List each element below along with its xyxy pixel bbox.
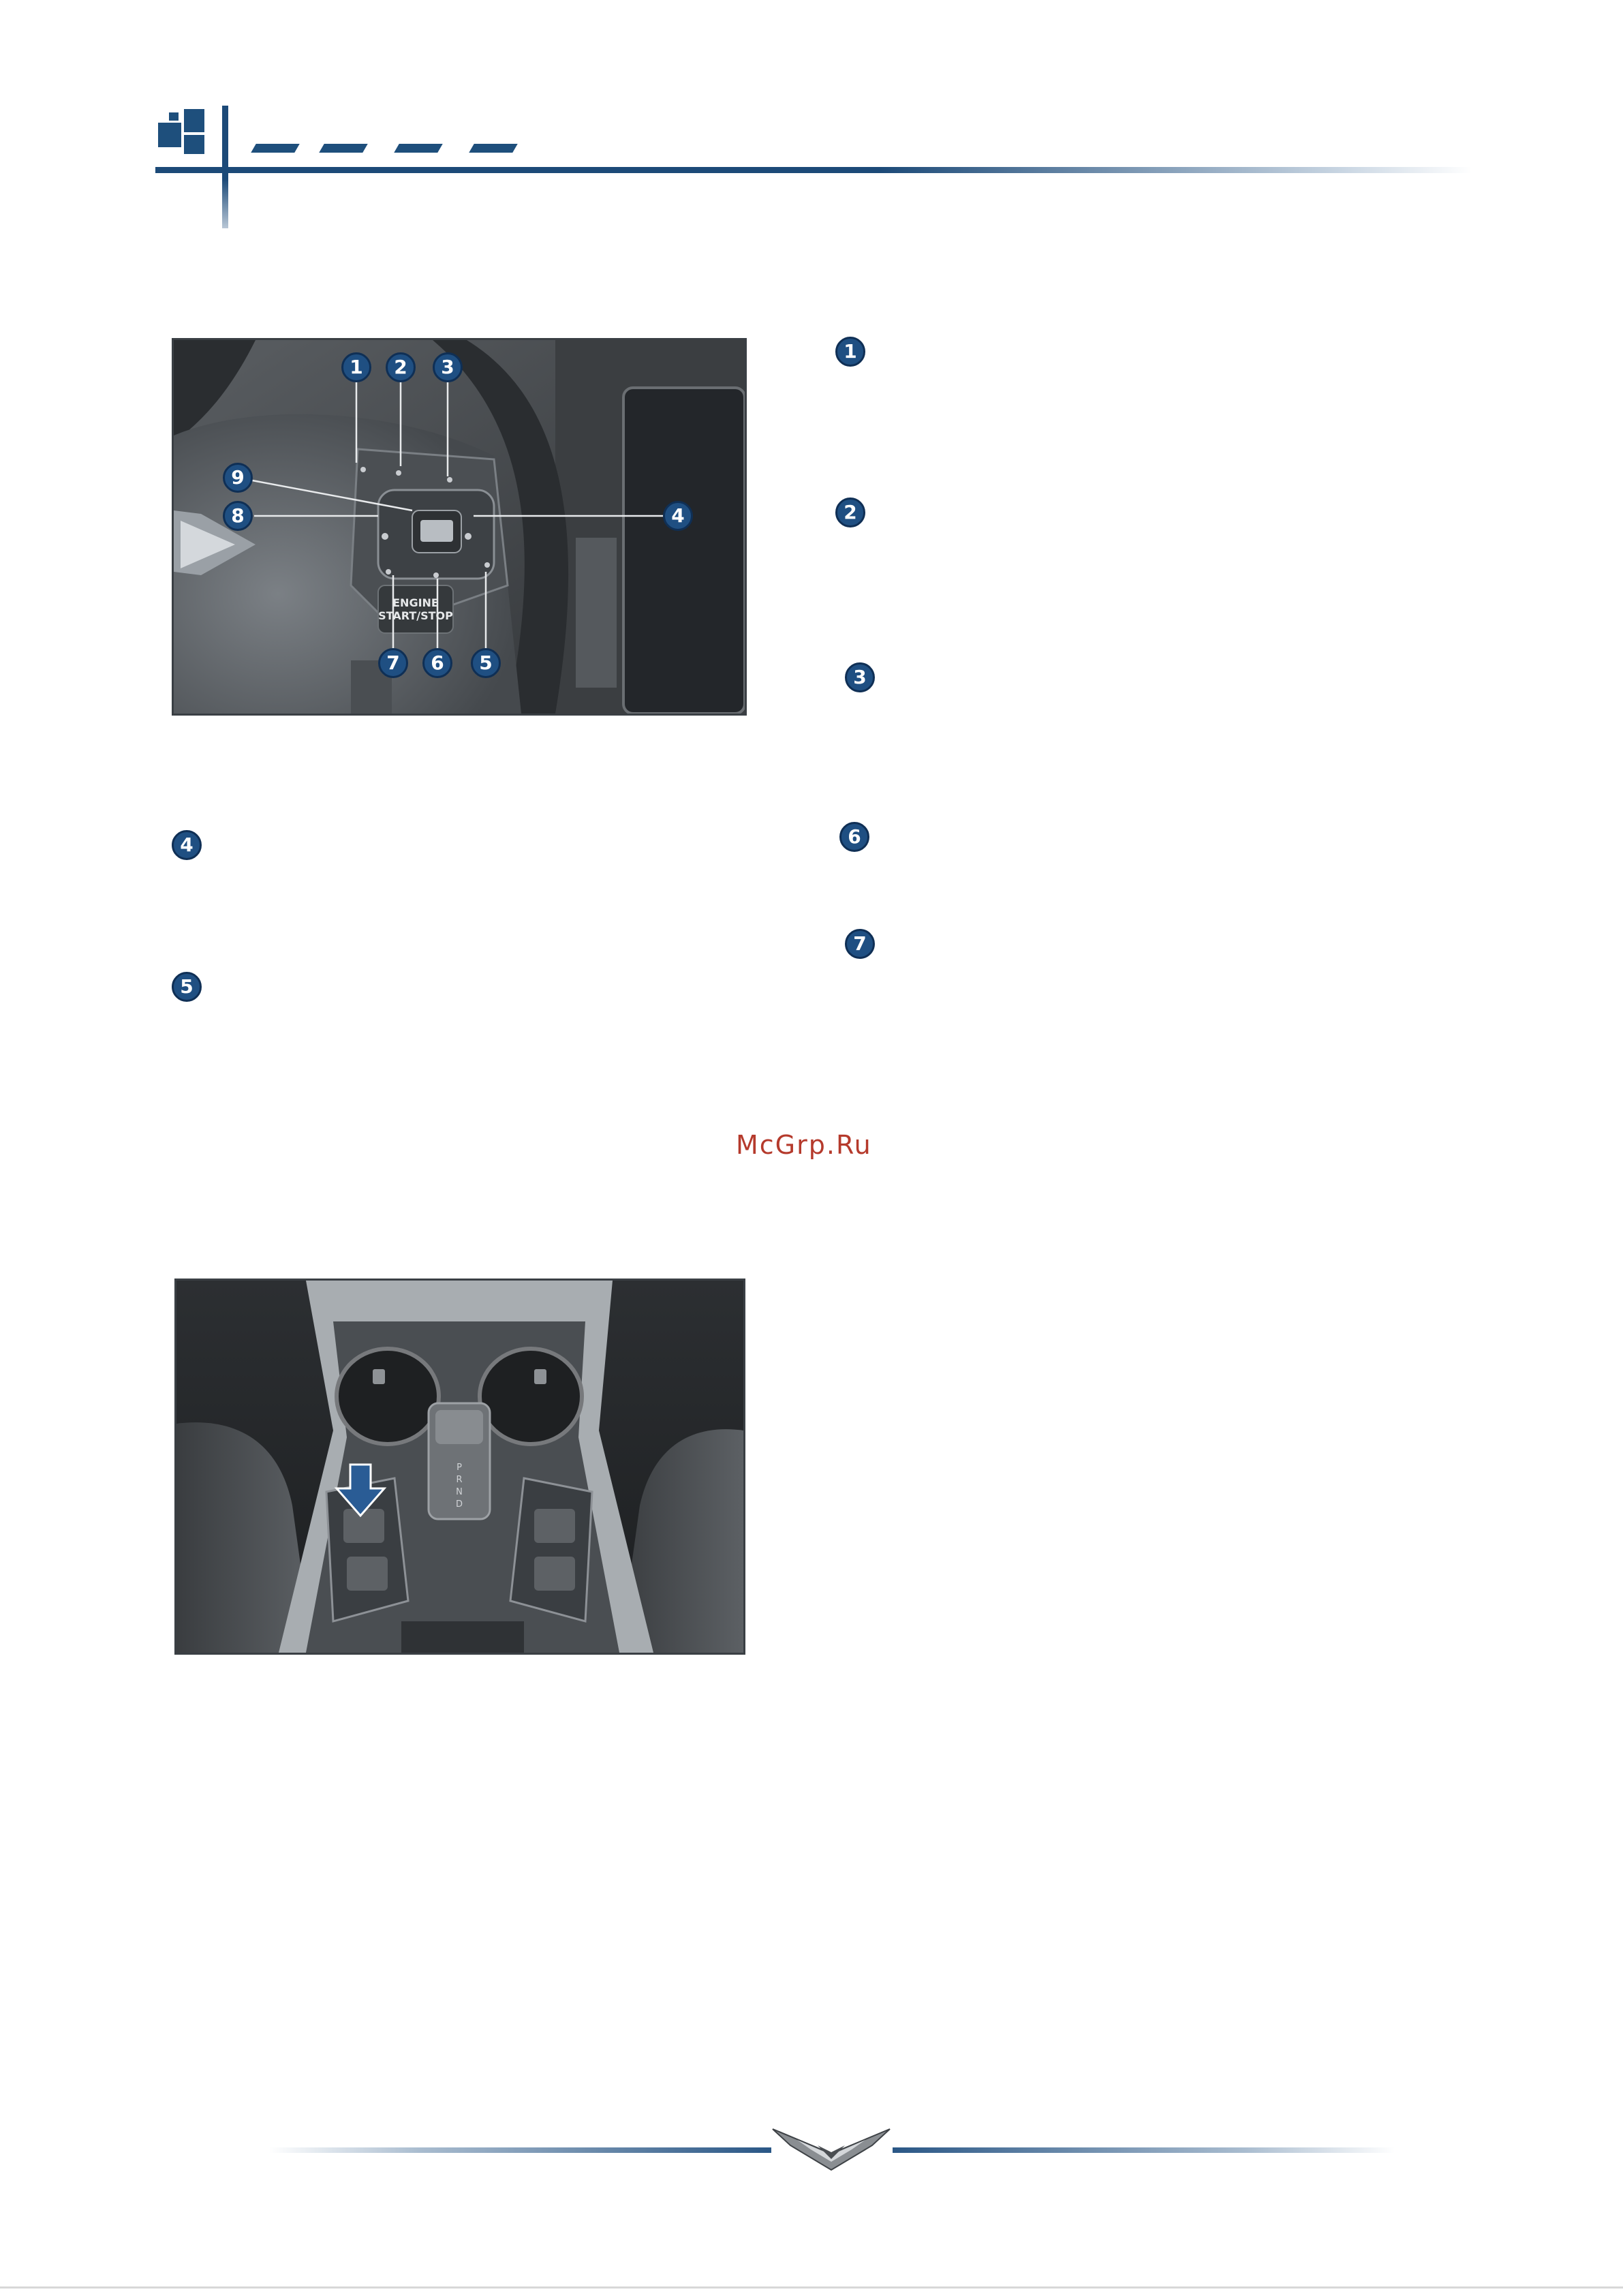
header-vertical-rule	[222, 106, 228, 228]
footer-rule-right	[893, 2147, 1395, 2153]
header-dash	[469, 144, 518, 153]
callout-badge-1: 1	[341, 352, 371, 382]
footer-rule-left	[269, 2147, 771, 2153]
header-dash	[319, 144, 368, 153]
engine-button-line2: START/STOP	[378, 609, 453, 622]
header-dash	[394, 144, 443, 153]
gear-letter-r: R	[456, 1475, 463, 1485]
gear-letter-d: D	[455, 1499, 463, 1510]
center-console-illustration	[176, 1281, 743, 1653]
engine-button-line1: ENGINE	[392, 596, 439, 609]
callout-badge-8: 8	[223, 501, 253, 531]
center-console-figure	[174, 1279, 745, 1655]
legend-marker-5: 5	[172, 972, 202, 1002]
legend-marker-7: 7	[845, 929, 875, 959]
steering-wheel-figure	[172, 338, 747, 716]
header-square	[158, 123, 181, 147]
page-bottom-rule	[0, 2286, 1623, 2289]
header-square	[184, 135, 204, 154]
callout-badge-6: 6	[422, 648, 452, 678]
legend-marker-4: 4	[172, 830, 202, 860]
header-square	[184, 109, 204, 132]
legend-marker-1: 1	[835, 337, 865, 367]
legend-marker-3: 3	[845, 662, 875, 692]
gear-letter-p: P	[457, 1463, 462, 1473]
watermark: McGrp.Ru	[736, 1130, 872, 1160]
header-rule	[155, 167, 1472, 173]
callout-badge-7: 7	[378, 648, 408, 678]
callout-badge-5: 5	[471, 648, 501, 678]
steering-wheel-illustration	[174, 340, 745, 714]
header-square	[169, 112, 179, 121]
brand-emblem	[770, 2125, 893, 2173]
callout-badge-9: 9	[223, 463, 253, 493]
legend-marker-2: 2	[835, 498, 865, 527]
header-dash	[251, 144, 300, 153]
callout-badge-4: 4	[663, 501, 693, 531]
callout-badge-3: 3	[433, 352, 463, 382]
gear-letter-n: N	[456, 1487, 463, 1497]
legend-marker-6: 6	[839, 822, 869, 852]
callout-badge-2: 2	[386, 352, 416, 382]
